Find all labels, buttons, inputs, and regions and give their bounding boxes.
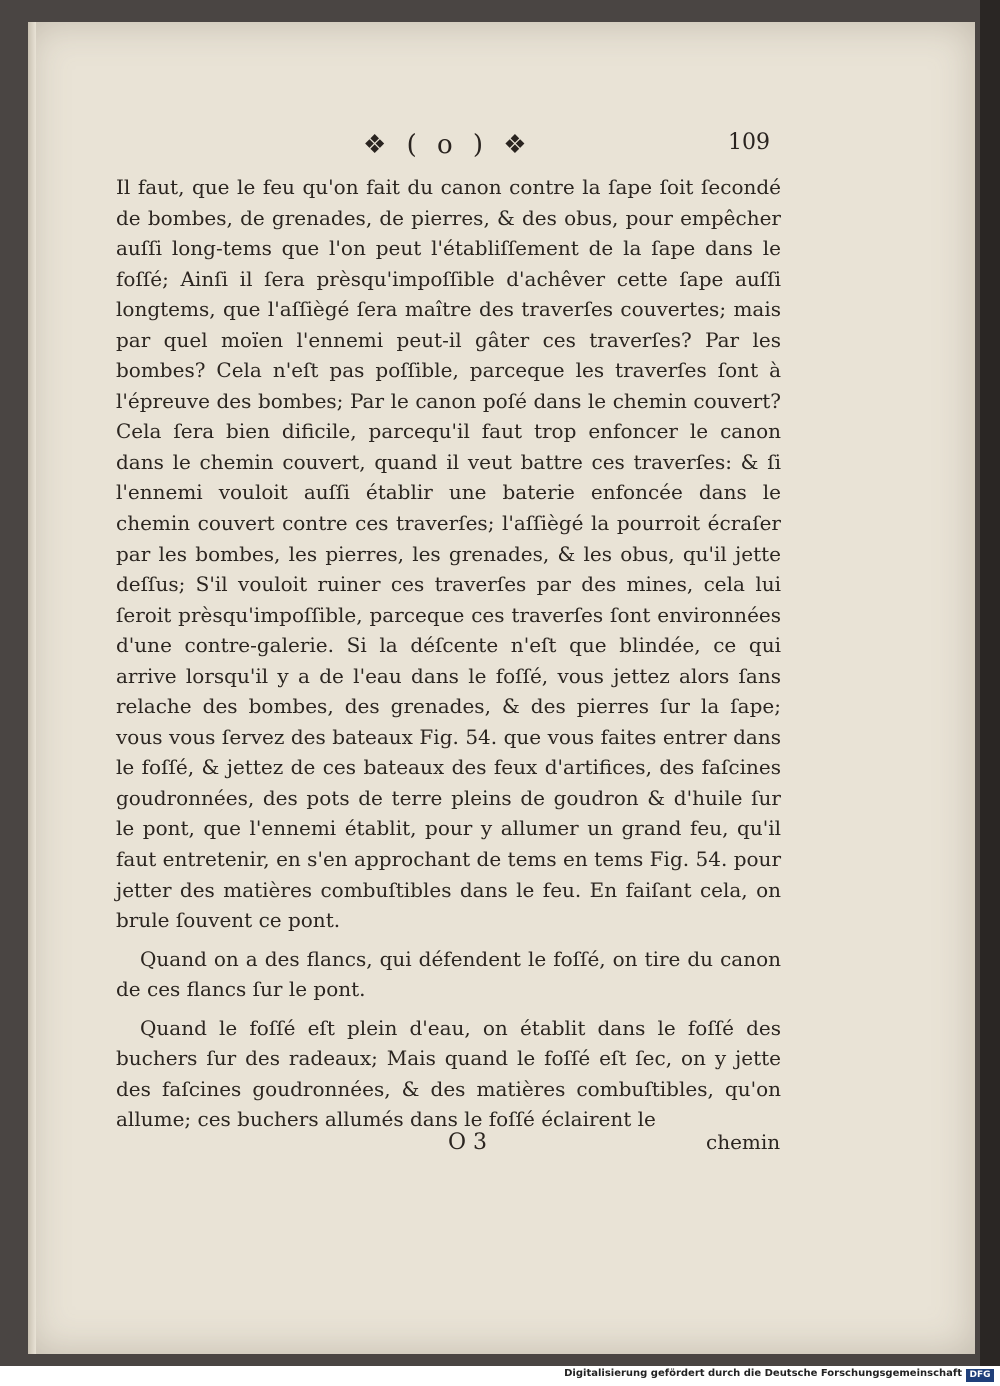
paragraph: Il faut, que le feu qu'on fait du canon contre la ſape ſoit ſecondé de bombes, de grenades, de pierres, & des obus, pour empêcher auſſi long-tems que l'on peut l'établiſſement de la ſape dans le foſſé; Ainſi il ſera prèsqu'impoſſible d'achêver cette ſape auſſi longtems, que l'aſſiègé ſera maître des traverſes couvertes; mais par quel moïen l'ennemi peut-il gâter ces traverſes? Par les bombes? Cela n'eſt pas poſſible, parceque les traverſes ſont à l'épreuve des bombes; Par le canon poſé dans le chemin couvert? Cela ſera bien dificile, parcequ'il faut trop enfoncer le canon dans le chemin couvert, quand il veut battre ces traverſes: & ſi l'ennemi vouloit auſſi établir une baterie enfoncée dans le chemin couvert contre ces traverſes; l'aſſiègé la pourroit écraſer par les bombes, les pierres, les grenades, & les obus, qu'il jette deſſus; S'il vouloit ruiner ces traverſes par des mines, cela lui ſeroit prèsqu'impoſſible, parceque ces traverſes ſont environnées d'une contre-galerie. Si la déſcente n'eſt que blindée, ce qui arrive lorsqu'il y a de l'eau dans le foſſé, vous jettez alors ſans relache des bombes, des grenades, & des pierres ſur la ſape; vous vous ſervez des bateaux Fig. 54. que vous faites entrer dans le foſſé, & jettez de ces bateaux des feux d'artifices, des faſcines goudronnées, des pots de terre pleins de goudron & d'huile ſur le pont, que l'ennemi établit, pour y allumer un grand feu, qu'il faut entretenir, en s'en approchant de tems en tems Fig. 54. pour jetter des matières combuſtibles dans le feu. En faiſant cela, on brule ſouvent ce pont.: [116, 175, 781, 933]
page-edge-shadow: [28, 22, 36, 1354]
page-header: [28, 130, 975, 170]
funding-credit: Digitalisierung gefördert durch die Deutsche Forschungsgemeinschaft: [564, 1368, 962, 1379]
header-ornament: ❖ ( o ) ❖: [363, 130, 533, 160]
catchword: chemin: [706, 1130, 781, 1154]
book-page: [28, 22, 975, 1354]
dfg-logo: DFG: [966, 1369, 994, 1382]
paragraph: Quand on a des flancs, qui défendent le foſſé, on tire du canon de ces flancs ſur le pont.: [116, 946, 781, 1002]
signature-mark: O 3: [448, 1130, 488, 1155]
body-text: [116, 172, 781, 1143]
credit-bar: [0, 1366, 1000, 1386]
scan-border-right: [980, 0, 1000, 1366]
paragraph: Quand le foſſé eſt plein d'eau, on établit dans le foſſé des buchers ſur des radeaux; Mais quand le foſſé eſt ſec, on y jette des faſcines goudronnées, & des matières combuſtibles, qu'on allume; ces buchers allumés dans le foſſé éclairent le: [116, 1015, 781, 1132]
page-footer: [28, 1130, 975, 1162]
page-number: 109: [728, 130, 770, 155]
